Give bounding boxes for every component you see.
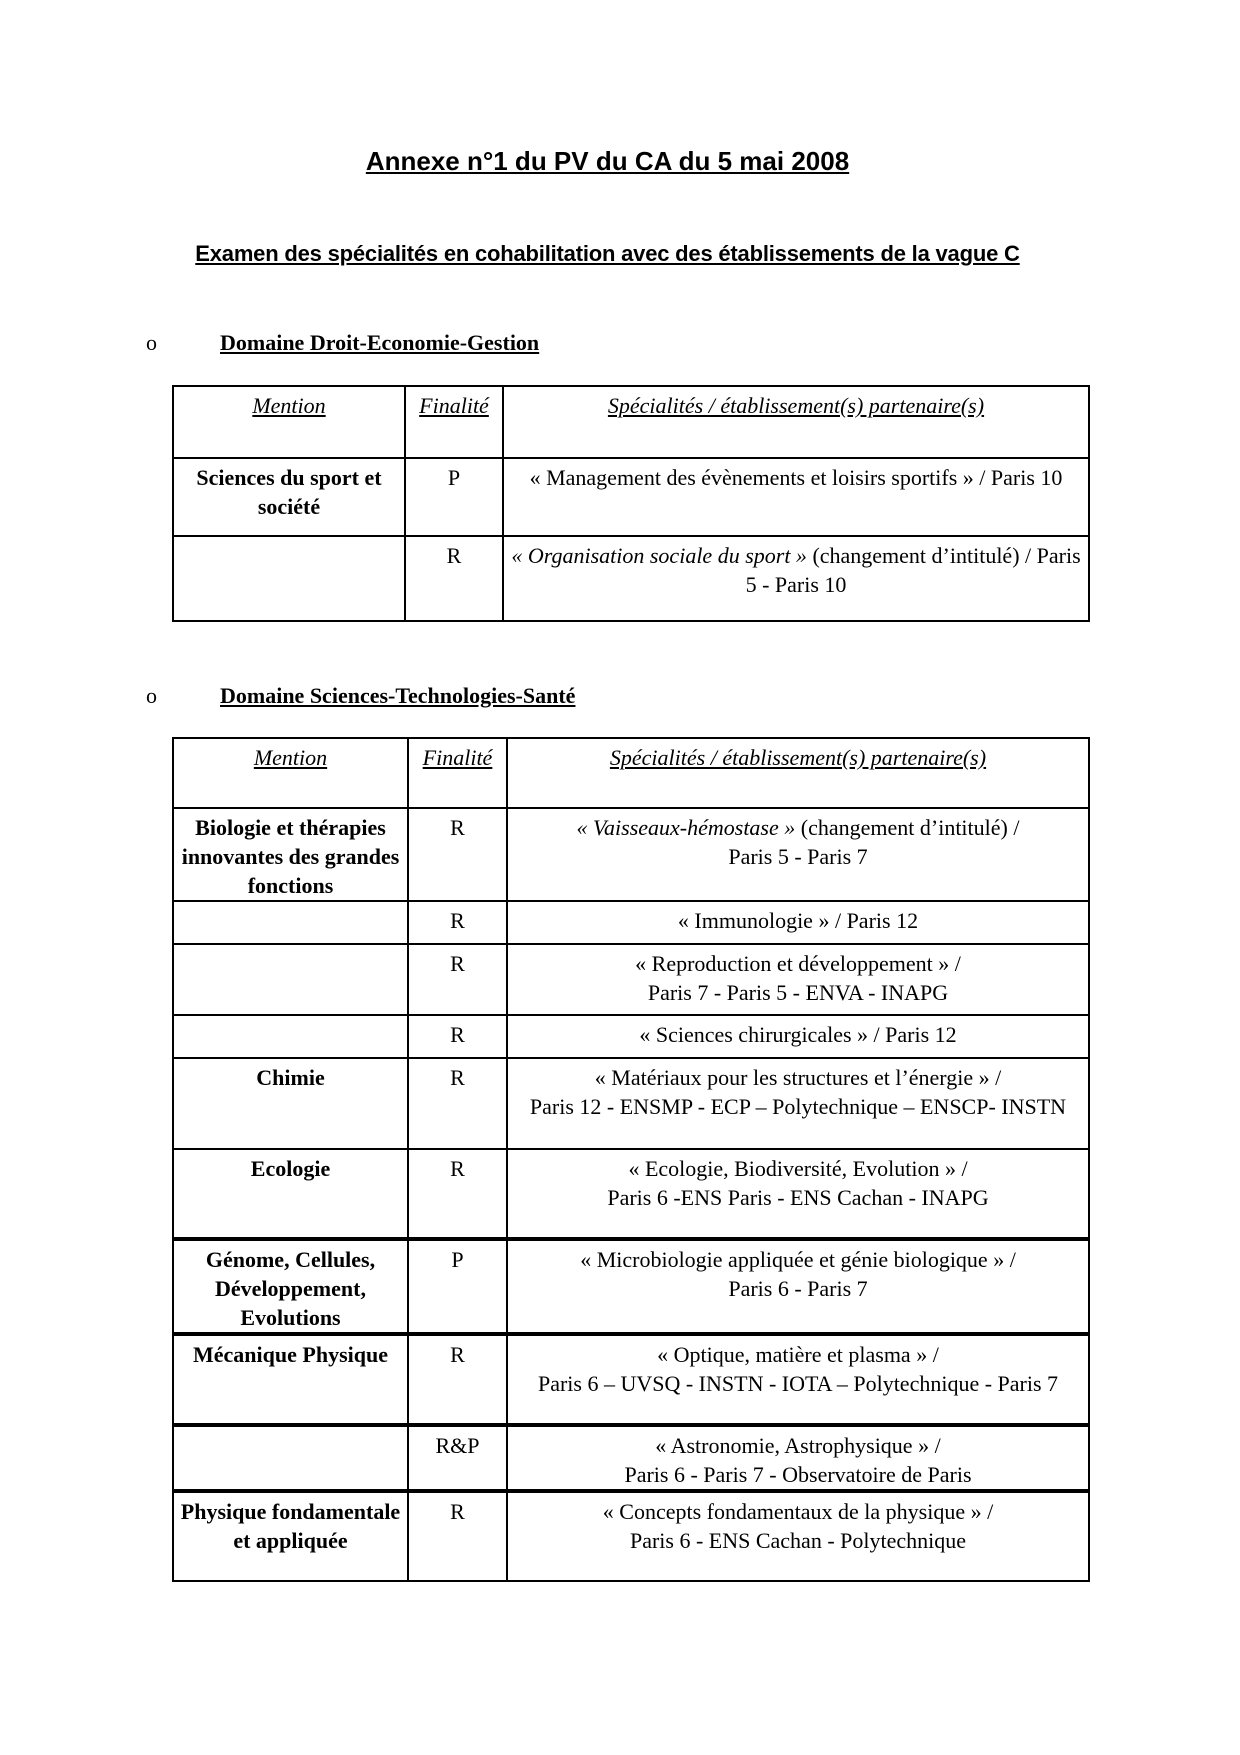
header-specialites: Spécialités / établissement(s) partenaire(s)	[507, 738, 1089, 808]
domain-title: Domaine Droit-Economie-Gestion	[220, 330, 540, 355]
partners: / Paris 5 - Paris 10	[745, 543, 1081, 597]
finalite-cell: R	[408, 808, 507, 901]
specialite-cell	[507, 1058, 1089, 1149]
table-row	[173, 1239, 1089, 1334]
specialite-title: « Reproduction et développement » /	[635, 951, 961, 976]
table-header-row	[173, 738, 1089, 808]
specialite-title: « Microbiologie appliquée et génie biologique » /	[580, 1247, 1016, 1272]
specialite-note: (changement d’intitulé)	[812, 543, 1020, 568]
domain-title: Domaine Sciences-Technologies-Santé	[220, 683, 576, 708]
mention-cell: Chimie	[173, 1058, 408, 1149]
finalite-cell: R	[408, 1334, 507, 1425]
header-finalite: Finalité	[405, 386, 503, 458]
mention-cell	[173, 536, 405, 621]
specialite-cell	[507, 944, 1089, 1015]
page-subtitle: Examen des spécialités en cohabilitation avec des établissements de la vague C	[195, 241, 1020, 266]
specialite-title: « Astronomie, Astrophysique » /	[655, 1433, 941, 1458]
partners: Paris 6 - Paris 7 - Observatoire de Paris	[624, 1462, 972, 1487]
specialite-cell	[507, 1491, 1089, 1581]
specialite-title: « Vaisseaux-hémostase »	[576, 815, 796, 840]
table-row	[173, 1015, 1089, 1058]
table-row	[173, 1334, 1089, 1425]
finalite-cell: R	[408, 1058, 507, 1149]
partners: Paris 5 - Paris 7	[728, 844, 868, 869]
partners: Paris 6 – UVSQ - INSTN - IOTA – Polytechnique - Paris 7	[537, 1371, 1059, 1396]
finalite-cell: R	[408, 1149, 507, 1239]
partners: Paris 6 -ENS Paris - ENS Cachan - INAPG	[607, 1185, 989, 1210]
page-title: Annexe n°1 du PV du CA du 5 mai 2008	[365, 146, 850, 176]
finalite-cell: P	[405, 458, 503, 536]
mention-cell	[173, 1015, 408, 1058]
mention-cell: Mécanique Physique	[173, 1334, 408, 1425]
specialite-title: « Management des évènements et loisirs sportifs »	[529, 465, 974, 490]
specialite-note: (changement d’intitulé) /	[800, 815, 1020, 840]
table-header-row	[173, 386, 1089, 458]
table-row	[173, 808, 1089, 901]
table-row	[173, 901, 1089, 944]
finalite-cell: R	[408, 1491, 507, 1581]
mention-cell: Sciences du sport et société	[173, 458, 405, 536]
partners: Paris 6 - ENS Cachan - Polytechnique	[629, 1528, 967, 1553]
table-row	[173, 1491, 1089, 1581]
specialite-cell	[503, 458, 1089, 536]
specialite-cell	[507, 808, 1089, 901]
finalite-cell: R	[408, 901, 507, 944]
partners: Paris 6 - Paris 7	[728, 1276, 868, 1301]
specialite-title: « Optique, matière et plasma » /	[657, 1342, 939, 1367]
specialite-cell	[503, 536, 1089, 621]
header-mention: Mention	[173, 386, 405, 458]
specialite-cell	[507, 901, 1089, 944]
finalite-cell: R	[408, 1015, 507, 1058]
table-row	[173, 944, 1089, 1015]
specialite-title: « Immunologie »	[677, 908, 830, 933]
mention-cell	[173, 901, 408, 944]
specialite-title: « Sciences chirurgicales »	[639, 1022, 869, 1047]
specialite-cell	[507, 1334, 1089, 1425]
bullet-marker: o	[146, 683, 157, 708]
header-specialites: Spécialités / établissement(s) partenaire(s)	[503, 386, 1089, 458]
mention-cell: Génome, Cellules, Développement, Evolutions	[173, 1239, 408, 1334]
table-droit	[172, 385, 1090, 622]
mention-cell	[173, 1425, 408, 1491]
finalite-cell: R	[405, 536, 503, 621]
finalite-cell: R&P	[408, 1425, 507, 1491]
table-row	[173, 458, 1089, 536]
specialite-cell	[507, 1149, 1089, 1239]
specialite-title: « Organisation sociale du sport »	[511, 543, 807, 568]
table-row	[173, 1149, 1089, 1239]
mention-cell: Biologie et thérapies innovantes des grandes fonctions	[173, 808, 408, 901]
specialite-cell	[507, 1015, 1089, 1058]
table-row	[173, 1058, 1089, 1149]
header-finalite: Finalité	[408, 738, 507, 808]
partners: Paris 7 - Paris 5 - ENVA - INAPG	[647, 980, 949, 1005]
specialite-title: « Ecologie, Biodiversité, Evolution » /	[628, 1156, 968, 1181]
partners: Paris 12 - ENSMP - ECP – Polytechnique – ENSCP- INSTN	[529, 1094, 1067, 1119]
table-row	[173, 536, 1089, 621]
mention-cell: Physique fondamentale et appliquée	[173, 1491, 408, 1581]
finalite-cell: P	[408, 1239, 507, 1334]
specialite-title: « Matériaux pour les structures et l’énergie » /	[594, 1065, 1002, 1090]
specialite-cell	[507, 1425, 1089, 1491]
table-sciences	[172, 737, 1090, 1582]
partners: / Paris 10	[979, 465, 1063, 490]
bullet-marker: o	[146, 330, 157, 355]
mention-cell	[173, 944, 408, 1015]
partners: / Paris 12	[834, 908, 919, 933]
specialite-cell	[507, 1239, 1089, 1334]
mention-cell: Ecologie	[173, 1149, 408, 1239]
partners: / Paris 12	[873, 1022, 957, 1047]
finalite-cell: R	[408, 944, 507, 1015]
specialite-title: « Concepts fondamentaux de la physique » /	[602, 1499, 994, 1524]
header-mention: Mention	[173, 738, 408, 808]
table-row	[173, 1425, 1089, 1491]
